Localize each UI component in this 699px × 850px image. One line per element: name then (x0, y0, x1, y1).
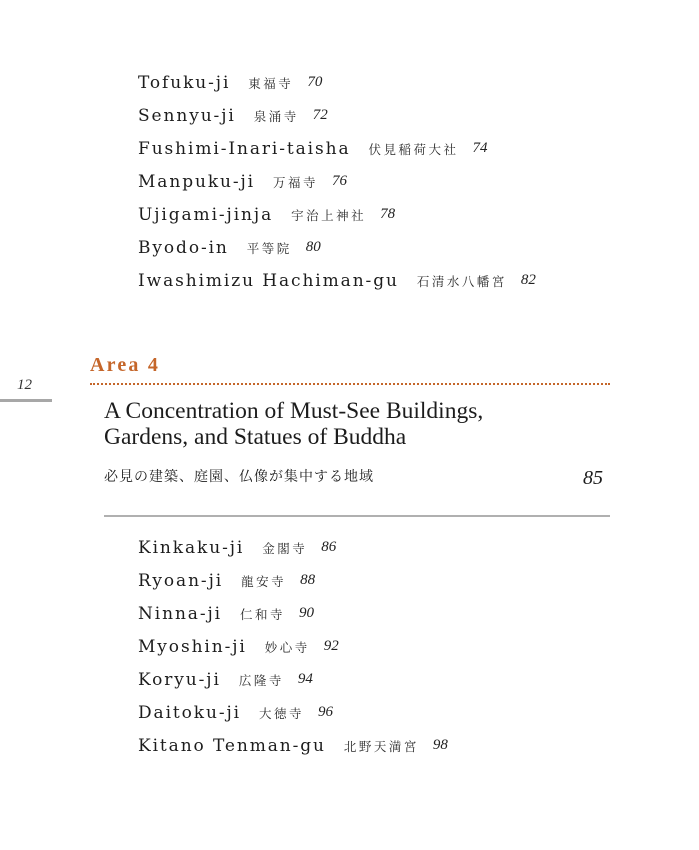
area-label: Area 4 (90, 354, 161, 376)
entry-page-number: 94 (297, 671, 313, 687)
entry-japanese-name: 広隆寺 (238, 672, 284, 688)
page-number-rule (0, 399, 52, 402)
entry-page-number: 82 (520, 272, 536, 288)
entry-name: Kitano Tenman-gu (138, 735, 326, 756)
entry-page-number: 98 (432, 737, 448, 753)
entry-japanese-name: 龍安寺 (241, 573, 287, 589)
entry-name: Sennyu-ji (138, 105, 236, 126)
toc-entry[interactable] (138, 132, 536, 165)
toc-entry[interactable] (138, 231, 536, 264)
area-title[interactable] (104, 398, 614, 450)
entry-name: Kinkaku-ji (138, 537, 245, 558)
toc-entry[interactable] (138, 696, 448, 729)
toc-entry[interactable] (138, 597, 448, 630)
entry-page-number: 86 (321, 539, 337, 555)
entry-japanese-name: 伏見稲荷大社 (368, 141, 459, 157)
toc-list-bottom (138, 531, 448, 762)
entry-page-number: 88 (300, 572, 316, 588)
entry-japanese-name: 金閣寺 (262, 540, 308, 556)
entry-page-number: 76 (332, 173, 348, 189)
toc-entry[interactable] (138, 663, 448, 696)
entry-japanese-name: 妙心寺 (264, 639, 310, 655)
toc-entry[interactable] (138, 729, 448, 762)
entry-page-number: 96 (318, 704, 333, 720)
entry-page-number: 70 (307, 74, 323, 90)
area-subtitle: 必見の建築、庭園、仏像が集中する地域 (104, 469, 374, 485)
toc-list-top (138, 66, 536, 297)
entry-page-number: 72 (312, 107, 328, 123)
page-number: 12 (17, 377, 32, 393)
entry-name: Ninna-ji (138, 603, 222, 624)
entry-name: Daitoku-ji (138, 702, 241, 723)
area-title-line-1: A Concentration of Must-See Buildings, (104, 398, 484, 424)
toc-entry[interactable] (138, 198, 536, 231)
entry-japanese-name: 大徳寺 (258, 705, 304, 721)
entry-page-number: 90 (299, 605, 315, 621)
toc-entry[interactable] (138, 165, 536, 198)
area-page-number: 85 (583, 467, 603, 489)
entry-japanese-name: 東福寺 (248, 75, 294, 91)
entry-page-number: 74 (472, 140, 488, 156)
entry-name: Tofuku-ji (138, 72, 231, 93)
entry-japanese-name: 北野天満宮 (343, 738, 419, 754)
area-dotted-rule (90, 383, 610, 385)
entry-japanese-name: 泉涌寺 (253, 108, 299, 124)
toc-entry[interactable] (138, 630, 448, 663)
entry-page-number: 78 (380, 206, 396, 222)
toc-entry[interactable] (138, 66, 536, 99)
entry-page-number: 92 (323, 638, 339, 654)
toc-entry[interactable] (138, 531, 448, 564)
entry-name: Iwashimizu Hachiman-gu (138, 270, 399, 291)
entry-name: Ujigami-jinja (138, 204, 274, 225)
entry-page-number: 80 (305, 239, 321, 255)
toc-entry[interactable] (138, 264, 536, 297)
entry-name: Koryu-ji (138, 669, 221, 690)
entry-japanese-name: 万福寺 (273, 174, 319, 190)
entry-japanese-name: 平等院 (246, 240, 292, 256)
entry-name: Fushimi-Inari-taisha (138, 138, 351, 159)
area-title-line-2: Gardens, and Statues of Buddha (104, 424, 407, 450)
entry-japanese-name: 宇治上神社 (291, 207, 367, 223)
entry-name: Manpuku-ji (138, 171, 256, 192)
entry-japanese-name: 仁和寺 (240, 606, 286, 622)
entry-name: Byodo-in (138, 237, 229, 258)
toc-entry[interactable] (138, 99, 536, 132)
entry-name: Ryoan-ji (138, 570, 224, 591)
entry-japanese-name: 石清水八幡宮 (416, 273, 507, 289)
entry-name: Myoshin-ji (138, 636, 247, 657)
toc-entry[interactable] (138, 564, 448, 597)
section-divider (104, 515, 610, 517)
